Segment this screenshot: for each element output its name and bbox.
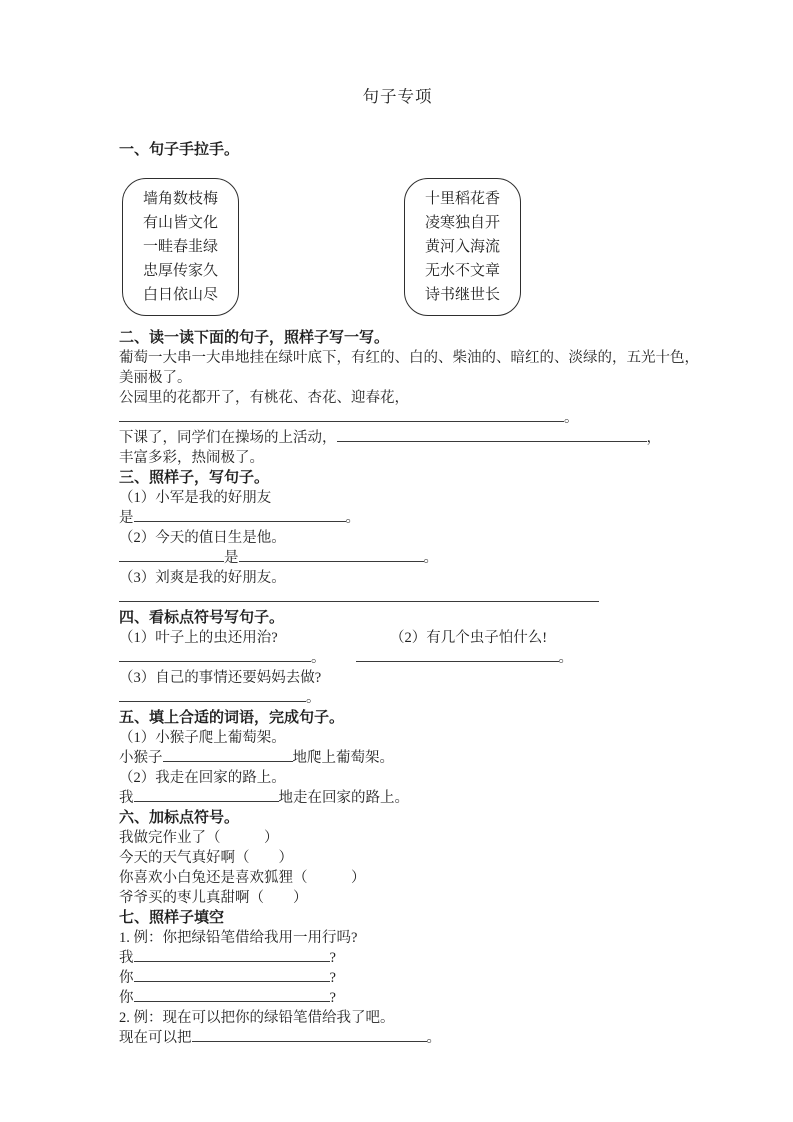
fill-suffix: 地走在回家的路上。 <box>278 790 409 806</box>
answer-blank <box>134 988 330 1002</box>
answer-blank <box>239 548 424 562</box>
punctuation: ? <box>329 970 336 986</box>
answer-blank <box>134 508 346 522</box>
answer-blank <box>119 688 306 702</box>
poem-line: 凌寒独自开 <box>425 215 501 231</box>
question-item: （1）叶子上的虫还用治? <box>119 630 278 646</box>
worksheet-content <box>119 86 699 1048</box>
punctuation-item: 你喜欢小白兔还是喜欢狐狸（ ） <box>119 870 366 886</box>
section-1 <box>119 140 676 316</box>
answer-blank <box>119 408 564 422</box>
example-sentence: 2. 例：现在可以把你的绿铅笔借给我了吧。 <box>119 1010 395 1026</box>
punctuation: ， <box>646 430 661 446</box>
fill-prefix: 你 <box>119 990 134 1006</box>
section-1-heading: 一、句子手拉手。 <box>119 142 240 158</box>
poem-boxes-row <box>122 178 676 316</box>
fill-line <box>119 588 676 608</box>
fill-prefix: 是 <box>119 510 134 526</box>
answer-blank <box>356 648 559 662</box>
fill-line <box>119 648 676 668</box>
poem-line: 墙角数枝梅 <box>143 191 219 207</box>
punctuation-item: 我做完作业了（ ） <box>119 830 279 846</box>
question-item: （2）今天的值日生是他。 <box>119 530 286 546</box>
fill-prefix: 我 <box>119 950 134 966</box>
section-2-heading: 二、读一读下面的句子，照样子写一写。 <box>119 330 390 346</box>
section-2 <box>119 328 699 468</box>
punctuation: ? <box>329 950 336 966</box>
section-5-heading: 五、填上合适的词语，完成句子。 <box>119 710 345 726</box>
fill-line <box>119 408 676 428</box>
poem-line: 忠厚传家久 <box>143 263 219 279</box>
poem-line: 诗书继世长 <box>425 287 501 303</box>
answer-blank <box>163 748 293 762</box>
punctuation: 。 <box>564 410 579 426</box>
poem-line: 十里稻花香 <box>425 191 501 207</box>
answer-blank <box>134 948 330 962</box>
fill-line <box>119 748 676 768</box>
fill-line <box>119 1028 676 1048</box>
fill-prefix: 你 <box>119 970 134 986</box>
fill-suffix: 地爬上葡萄架。 <box>292 750 394 766</box>
fill-line <box>119 508 676 528</box>
answer-blank <box>134 788 279 802</box>
poem-line: 黄河入海流 <box>425 239 501 255</box>
poem-box-right <box>404 178 521 316</box>
punctuation-item: 今天的天气真好啊（ ） <box>119 850 293 866</box>
answer-blank <box>134 968 330 982</box>
poem-line: 白日依山尽 <box>143 287 219 303</box>
answer-blank <box>119 648 311 662</box>
punctuation: 。 <box>311 650 326 666</box>
question-item: （1）小军是我的好朋友 <box>119 490 272 506</box>
example-sentence: 美丽极了。 <box>119 370 192 386</box>
fill-line <box>119 688 676 708</box>
section-7 <box>119 908 676 1048</box>
punctuation: 。 <box>558 650 573 666</box>
fill-line <box>119 788 676 808</box>
fill-mid: 是 <box>224 550 239 566</box>
poem-line: 有山皆文化 <box>143 215 219 231</box>
answer-blank <box>119 548 224 562</box>
punctuation: 。 <box>426 1030 441 1046</box>
question-item: （1）小猴子爬上葡萄架。 <box>119 730 286 746</box>
section-7-heading: 七、照样子填空 <box>119 910 225 926</box>
poem-line: 无水不文章 <box>425 263 501 279</box>
fill-tail: 丰富多彩，热闹极了。 <box>119 450 264 466</box>
question-item: （3）刘爽是我的好朋友。 <box>119 570 286 586</box>
punctuation: 。 <box>345 510 360 526</box>
question-item: （3）自己的事情还要妈妈去做? <box>119 670 322 686</box>
example-sentence: 葡萄一大串一大串地挂在绿叶底下，有红的、白的、柴油的、暗红的、淡绿的，五光十色， <box>119 350 699 366</box>
fill-line <box>119 428 676 448</box>
question-item: （2）有几个虫子怕什么! <box>390 630 548 646</box>
fill-line <box>119 548 676 568</box>
fill-prompt: 公园里的花都开了，有桃花、杏花、迎春花， <box>119 390 409 406</box>
section-3 <box>119 468 676 608</box>
fill-prefix: 我 <box>119 790 134 806</box>
punctuation-item: 爷爷买的枣儿真甜啊（ ） <box>119 890 308 906</box>
section-5 <box>119 708 676 808</box>
answer-blank <box>192 1028 427 1042</box>
punctuation: ? <box>329 990 336 1006</box>
punctuation: 。 <box>423 550 438 566</box>
section-6-heading: 六、加标点符号。 <box>119 810 240 826</box>
fill-line <box>119 968 676 988</box>
section-4-heading: 四、看标点符号写句子。 <box>119 610 285 626</box>
question-row <box>119 628 676 648</box>
punctuation: 。 <box>306 690 321 706</box>
example-sentence: 1. 例：你把绿铅笔借给我用一用行吗? <box>119 930 358 946</box>
fill-line <box>119 948 676 968</box>
section-3-heading: 三、照样子，写句子。 <box>119 470 270 486</box>
section-4 <box>119 608 676 708</box>
question-item: （2）我走在回家的路上。 <box>119 770 286 786</box>
fill-prompt: 下课了，同学们在操场的上活动， <box>119 430 337 446</box>
page-title: 句子专项 <box>362 87 433 106</box>
poem-box-left <box>122 178 239 316</box>
fill-prefix: 现在可以把 <box>119 1030 192 1046</box>
answer-blank <box>337 428 647 442</box>
poem-line: 一畦春韭绿 <box>143 239 219 255</box>
fill-prefix: 小猴子 <box>119 750 163 766</box>
fill-line <box>119 988 676 1008</box>
section-6 <box>119 808 676 908</box>
answer-blank <box>119 588 599 602</box>
